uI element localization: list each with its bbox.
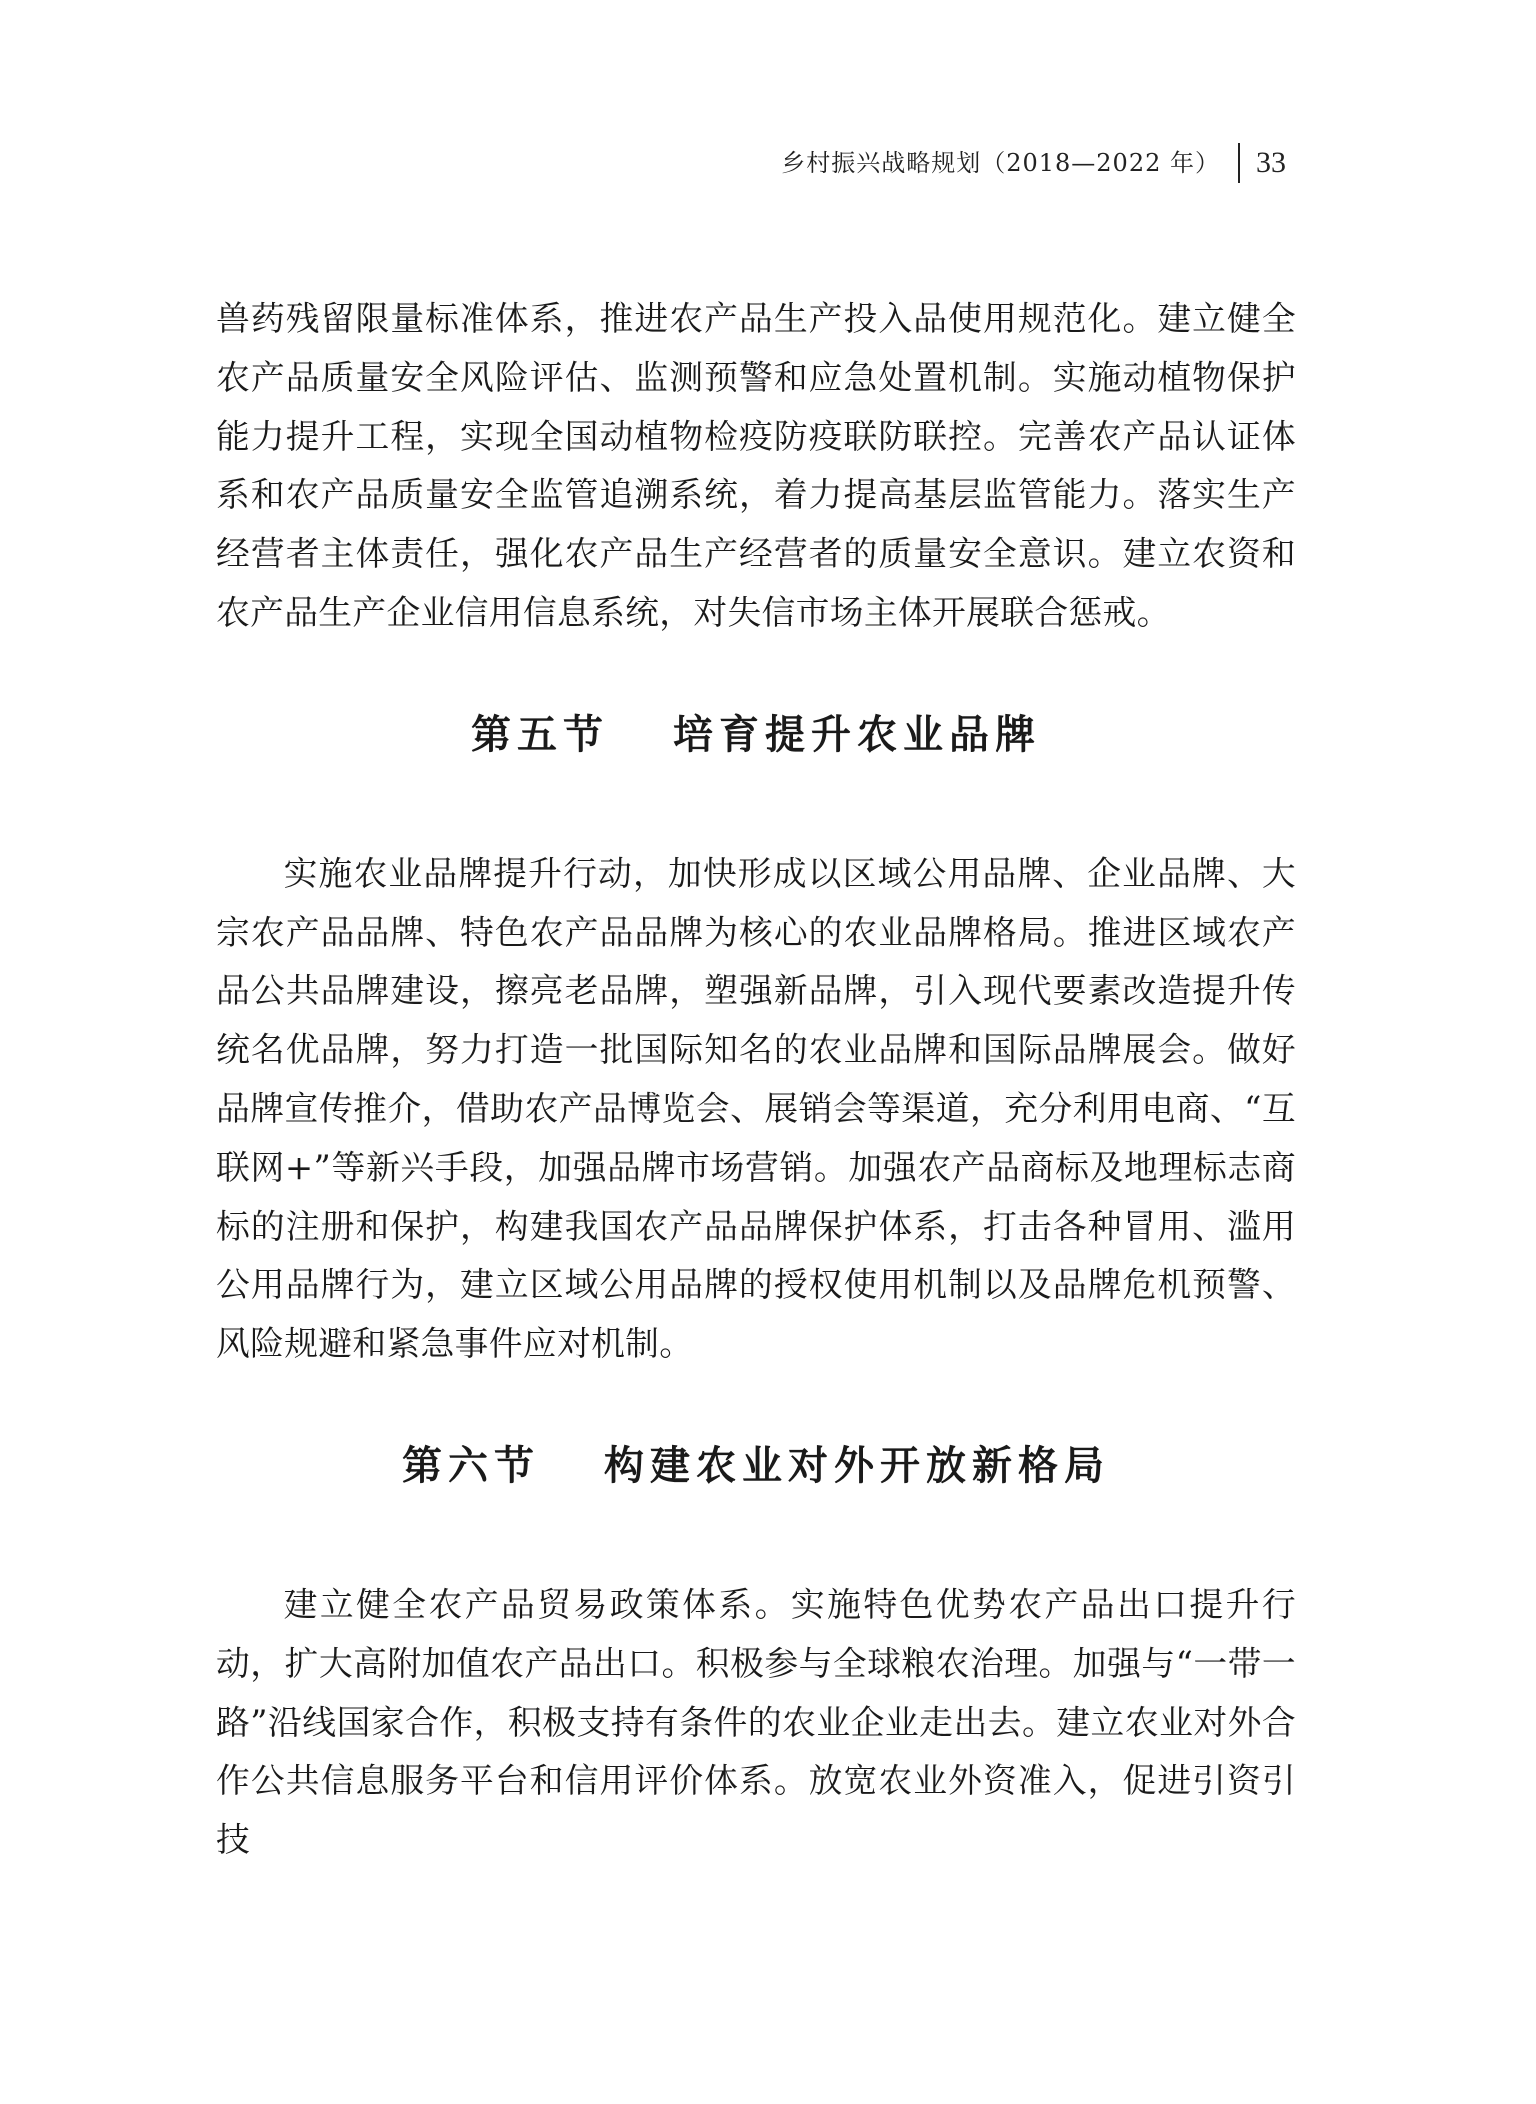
running-title: 乡村振兴战略规划（2018—2022 年） bbox=[781, 143, 1240, 183]
section-heading bbox=[216, 705, 1296, 765]
section-number: 第五节 bbox=[471, 711, 609, 758]
section-heading bbox=[216, 1436, 1296, 1496]
page-header bbox=[781, 140, 1286, 186]
section-title: 构建农业对外开放新格局 bbox=[604, 1442, 1110, 1489]
body-paragraph: 建立健全农产品贸易政策体系。实施特色优势农产品出口提升行动，扩大高附加值农产品出口。积极参与全球粮农治理。加强与“一带一路”沿线国家合作，积极支持有条件的农业企业走出去。建立农业对外合作公共信息服务平台和信用评价体系。放宽农业外资准入，促进引资引技 bbox=[216, 1584, 1296, 1860]
page-number: 33 bbox=[1256, 146, 1286, 179]
body-paragraph: 兽药残留限量标准体系，推进农产品生产投入品使用规范化。建立健全农产品质量安全风险评估、监测预警和应急处置机制。实施动植物保护能力提升工程，实现全国动植物检疫防疫联防联控。完善农产品认证体系和农产品质量安全监管追溯系统，着力提高基层监管能力。落实生产经营者主体责任，强化农产品生产经营者的质量安全意识。建立农资和农产品生产企业信用信息系统，对失信市场主体开展联合惩戒。 bbox=[216, 299, 1296, 632]
page-body bbox=[216, 290, 1296, 1870]
section-number: 第六节 bbox=[402, 1442, 540, 1489]
body-paragraph: 实施农业品牌提升行动，加快形成以区域公用品牌、企业品牌、大宗农产品品牌、特色农产品品牌为核心的农业品牌格局。推进区域农产品公共品牌建设，擦亮老品牌，塑强新品牌，引入现代要素改造提升传统名优品牌，努力打造一批国际知名的农业品牌和国际品牌展会。做好品牌宣传推介，借助农产品博览会、展销会等渠道，充分利用电商、“互联网+”等新兴手段，加强品牌市场营销。加强农产品商标及地理标志商标的注册和保护，构建我国农产品品牌保护体系，打击各种冒用、滥用公用品牌行为，建立区域公用品牌的授权使用机制以及品牌危机预警、风险规避和紧急事件应对机制。 bbox=[216, 853, 1296, 1364]
section-title: 培育提升农业品牌 bbox=[673, 711, 1041, 758]
